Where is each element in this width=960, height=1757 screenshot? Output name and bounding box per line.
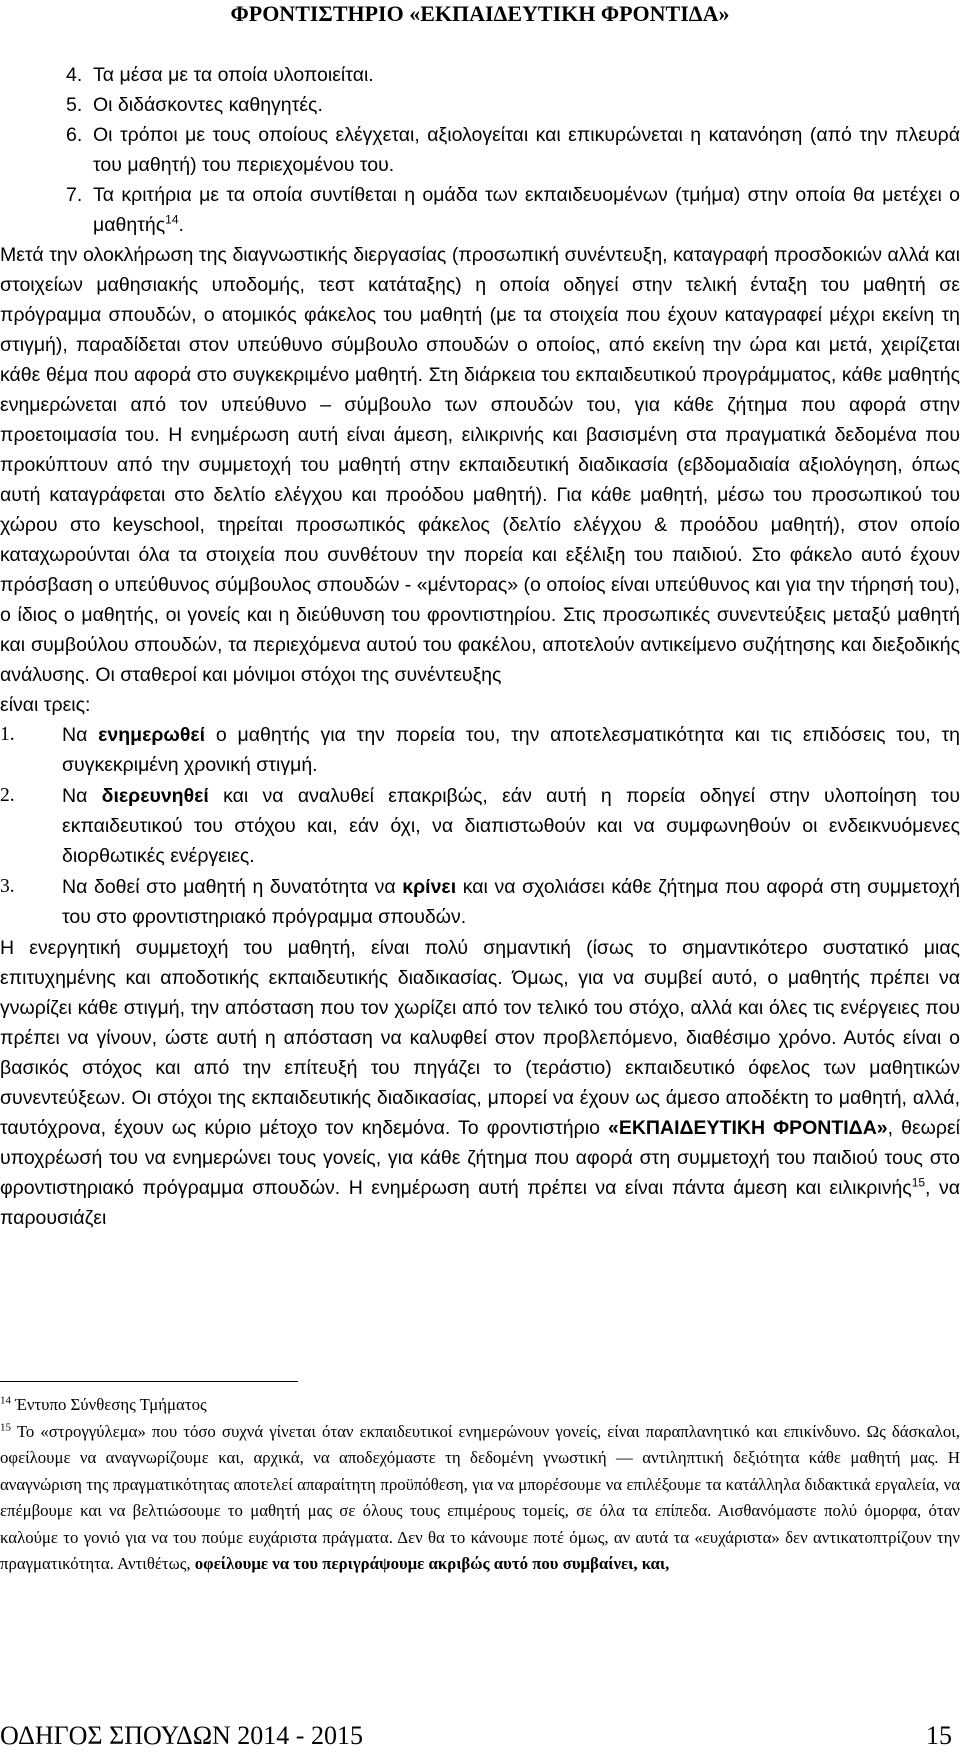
goal-text: ο μαθητής για την πορεία του, την αποτελεσματικότητα και τις επιδόσεις του, τη συγκεκριμένη χρονική στιγμή. [62,724,960,776]
footnote-bold-text: οφείλουμε να του περιγράψουμε ακριβώς αυτό που συμβαίνει, και, [194,1554,670,1573]
goal-text: και να σχολιάσει κάθε ζήτημα που αφορά στη συμμετοχή του στο φροντιστηριακό πρόγραμμα σπουδών. [62,876,960,928]
list-item [0,60,960,90]
goal-keyword: διερευνηθεί [101,785,209,807]
list-item [0,180,960,240]
page-header: ΦΡΟΝΤΙΣΤΗΡΙΟ «ΕΚΠΑΙΔΕΥΤΙΚΗ ΦΡΟΝΤΙΔΑ» [230,1,730,26]
page-footer [0,1718,960,1754]
list-item [0,90,960,120]
footnote-14 [0,1392,960,1419]
list-item-number: 7. [66,184,83,206]
footnote-text: Το «στρογγύλεμα» που τόσο συχνά γίνεται όταν εκπαιδευτικοί ενημερώνουν γονείς, είναι παραπλανητικό και επικίνδυνο. Ως δάσκαλοι, οφείλουμε να αναγνωρίζουμε και, αρχικά, να αποδεχόμαστε τη δεδομένη γνωστική — αντιληπτική δεξιότητα κάθε μαθητή μας. Η αναγνώριση της πραγματικότητας αποτελεί απαραίτητη προϋπόθεση, για να μπορέσουμε να επιλέξουμε τα κατάλληλα διδακτικά εργαλεία, να επέμβουμε και να βελτιώσουμε το μαθητή μας σε όλους τους επιμέρους τομείς, σε όλα τα επίπεδα. Αισθανόμαστε πολύ όμορφα, όταν καλούμε το γονιό για να του πούμε ευχάριστα πράγματα. Δεν θα το κάνουμε ποτέ όμως, αν αυτά τα «ευχάριστα» δεν αντικατοπτρίζουν την πραγματικότητα. Αντιθέτως, [0,1421,960,1573]
goal-number: 2. [0,785,15,806]
footnote-15 [0,1419,960,1578]
paragraph-text: Η ενεργητική συμμετοχή του μαθητή, είναι πολύ σημαντική (ίσως το σημαντικότερο συστατικό μιας επιτυχημένης και αποδοτικής εκπαιδευτικής διαδικασίας. Όμως, για να συμβεί αυτό, ο μαθητής πρέπει να γνωρίζει κάθε στιγμή, την απόσταση που τον χωρίζει από τον τελικό του στόχο, αλλά και όλες τις ενέργειες που πρέπει να γίνουν, ώστε αυτή η απόσταση να καλυφθεί στον προβλεπόμενο, διαθέσιμο χρόνο. Αυτός είναι ο βασικός στόχος και από την επίτευξή του πηγάζει το (τεράστιο) εκπαιδευτικό όφελος των μαθητικών συνεντεύξεων. Οι στόχοι της εκπαιδευτικής διαδικασίας, μπορεί να έχουν ως άμεσο αποδέκτη το μαθητή, αλλά, ταυτόχρονα, έχουν ως κύριο μέτοχο τον κηδεμόνα. Το φροντιστήριο [0,937,960,1139]
course-info-list [0,60,960,240]
goal-text: Να δοθεί στο μαθητή η δυνατότητα να [62,876,403,898]
goal-text: Να [62,724,99,746]
goal-item [0,872,960,932]
interview-goals-list [0,720,960,932]
goal-text: και να αναλυθεί επακριβώς, εάν αυτή η πορεία οδηγεί στην υλοποίηση του εκπαιδευτικού του στόχου και, εάν όχι, να διαπιστωθούν και να συμφωνηθούν οι ενδεικνυόμενες διορθωτικές ενέργειες. [62,785,960,867]
footnote-number: 14 [0,1394,11,1407]
list-item-number: 5. [66,94,83,116]
paragraph-mentoring-tail: είναι τρεις: [0,694,91,716]
school-name: «ΕΚΠΑΙΔΕΥΤΙΚΗ ΦΡΟΝΤΙΔΑ» [607,1117,888,1139]
list-item [0,120,960,180]
goal-keyword: κρίνει [402,876,457,898]
footnote-number: 15 [0,1420,11,1433]
goal-number: 3. [0,876,15,897]
footnote-separator [0,1381,298,1382]
goal-text: Να [62,785,102,807]
footnote-text: Έντυπο Σύνθεσης Τμήματος [15,1395,207,1414]
footer-title: ΟΔΗΓΟΣ ΣΠΟΥΔΩΝ 2014 - 2015 [0,1721,363,1750]
list-item-text: Τα μέσα με τα οποία υλοποιείται. [93,64,374,86]
list-item-text: Οι τρόποι με τους οποίους ελέγχεται, αξιολογείται και επικυρώνεται η κατανόηση (από την πλευρά του μαθητή) του περιεχομένου του. [93,124,960,176]
goal-item [0,720,960,780]
goal-item [0,781,960,871]
list-item-number: 4. [66,64,83,86]
goal-keyword: ενημερωθεί [98,724,206,746]
paragraph-participation [0,933,960,1233]
goal-number: 1. [0,724,15,745]
list-item-text: Τα κριτήρια με τα οποία συντίθεται η ομάδα των εκπαιδευομένων (τμήμα) στην οποία θα μετέχει ο μαθητής [93,184,960,236]
paragraph-text: , θεωρεί υποχρέωσή του να ενημερώνει τους γονείς, για κάθε ζήτημα που αφορά στη συμμετοχή του παιδιού τους στο φροντιστηριακό πρόγραμμα σπουδών. Η ενημέρωση αυτή πρέπει να είναι πάντα άμεση και ειλικρινής [0,1117,960,1199]
main-text [0,60,960,1233]
page-number: 15 [926,1721,952,1750]
footnote-ref-15: 15 [911,1175,926,1190]
paragraph-mentoring: Μετά την ολοκλήρωση της διαγνωστικής διεργασίας (προσωπική συνέντευξη, καταγραφή προσδοκιών αλλά και στοιχείων μαθησιακής υποδομής, τεστ κατάταξης) η οποία οδηγεί στην τελική ένταξη του μαθητή σε πρόγραμμα σπουδών, ο ατομικός φάκελος του μαθητή (με τα στοιχεία που έχουν καταγραφεί μέχρι εκείνη τη στιγμή), παραδίδεται στον υπεύθυνο σύμβουλο σπουδών ο οποίος, από εκείνη την ώρα και μετά, χειρίζεται κάθε θέμα που αφορά στο συγκεκριμένο μαθητή. Στη διάρκεια του εκπαιδευτικού προγράμματος, κάθε μαθητής ενημερώνεται από τον υπεύθυνο – σύμβουλο των σπουδών του, για κάθε ζήτημα που αφορά στην προετοιμασία του. Η ενημέρωση αυτή είναι άμεση, ειλικρινής και βασισμένη στα πραγματικά δεδομένα που προκύπτουν από την συμμετοχή του μαθητή στην εκπαιδευτική διαδικασία (εβδομαδιαία αξιολόγηση, όπως αυτή καταγράφεται στο δελτίο ελέγχου και προόδου μαθητή). Για κάθε μαθητή, μέσω του προσωπικού του χώρου στο keyschool, τηρείται προσωπικός φάκελος (δελτίο ελέγχου & προόδου μαθητή), στον οποίο καταχωρούνται όλα τα στοιχεία που συνθέτουν την πορεία και εξέλιξη του παιδιού. Στο φάκελο αυτό έχουν πρόσβαση ο υπεύθυνος σύμβουλος σπουδών - «μέντορας» (ο οποίος είναι υπεύθυνος και για την τήρησή του), ο ίδιος ο μαθητής, οι γονείς και η διεύθυνση του φροντιστηρίου. Στις προσωπικές συνεντεύξεις μεταξύ μαθητή και συμβούλου σπουδών, τα περιεχόμενα αυτού του φακέλου, αποτελούν αντικείμενο συζήτησης και διεξοδικής ανάλυσης. Οι σταθεροί και μόνιμοι στόχοι της συνέντευξης [0,244,960,686]
footnote-ref-14: 14 [165,212,179,227]
list-item-number: 6. [66,124,83,146]
list-item-period: . [178,214,184,236]
footnotes [0,1392,960,1578]
paragraph-text: , να παρουσιάζει [0,1177,960,1229]
list-item-text: Οι διδάσκοντες καθηγητές. [93,94,323,116]
